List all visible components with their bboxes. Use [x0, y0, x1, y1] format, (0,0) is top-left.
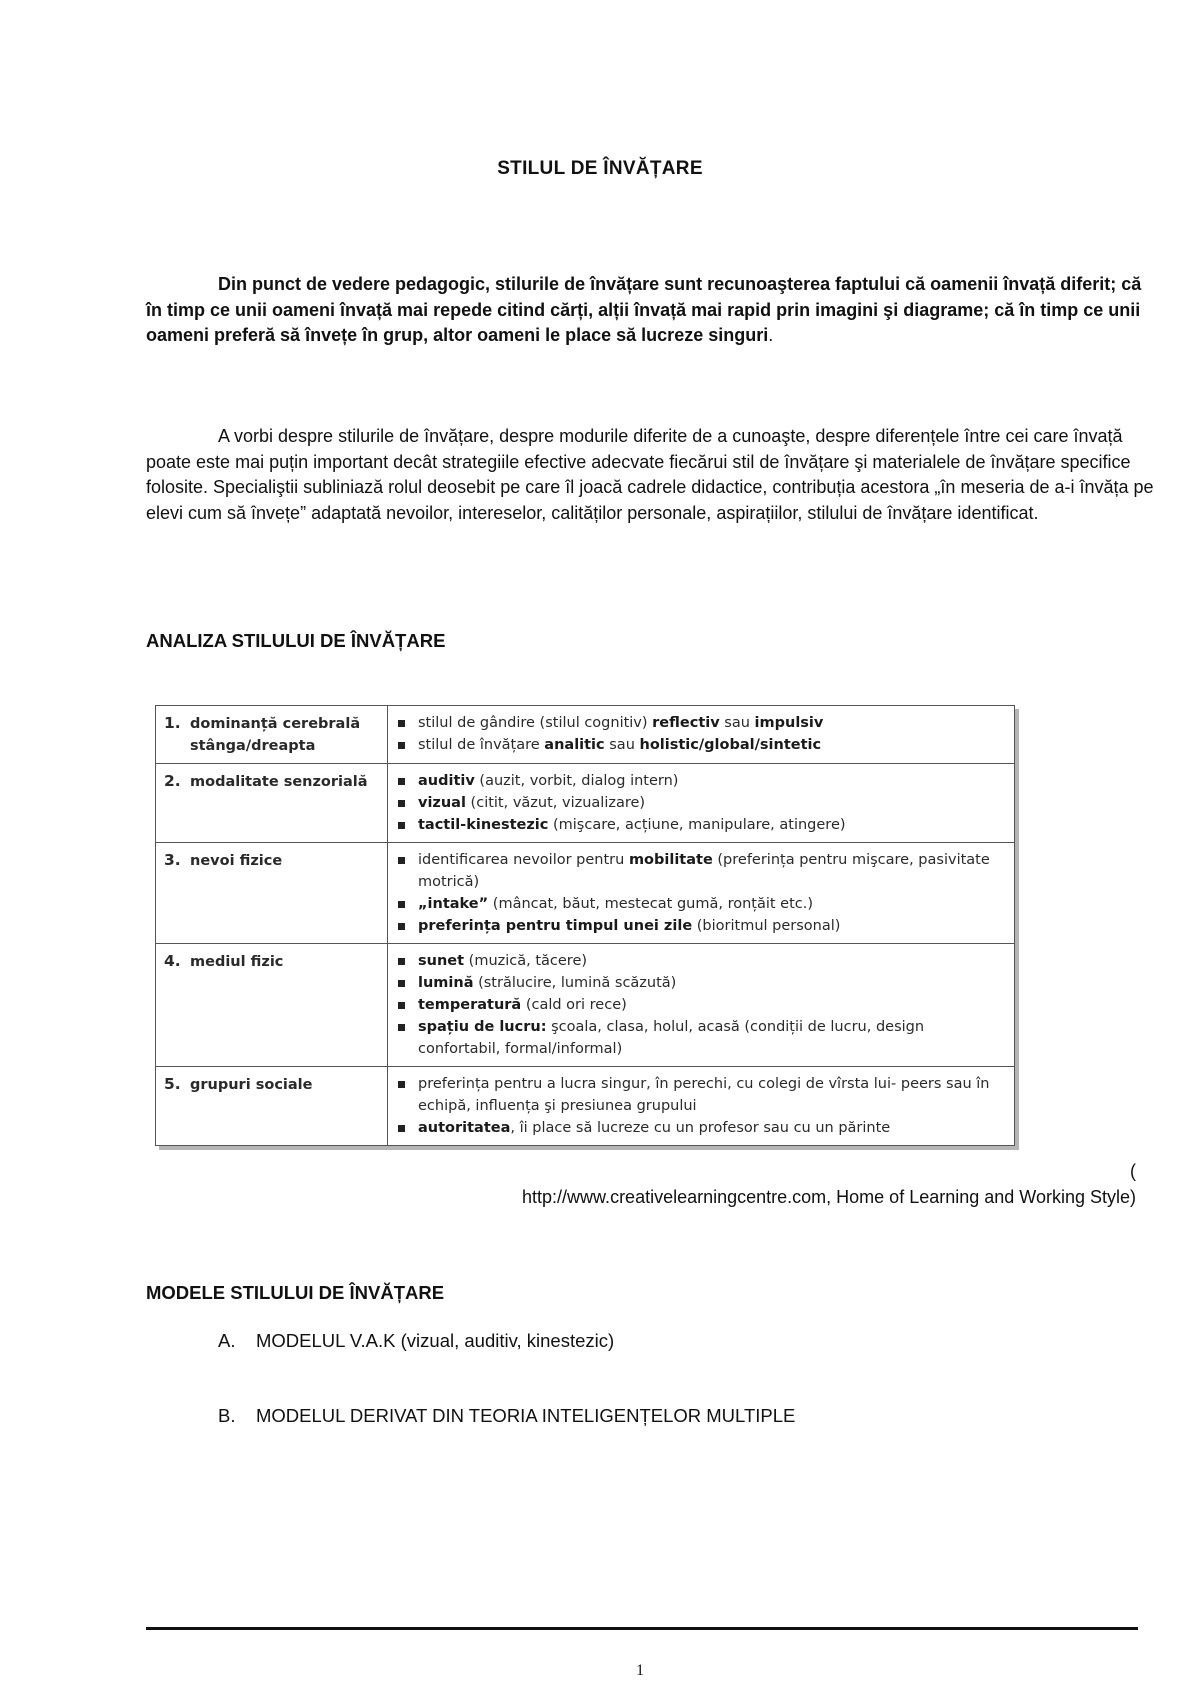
- intro-trailing: .: [768, 325, 774, 345]
- table-category-cell: [156, 1067, 388, 1146]
- bullet-bold-text: „intake”: [418, 896, 489, 912]
- bullet-text: (muzică, tăcere): [464, 953, 588, 969]
- bullet-bold-text: impulsiv: [754, 715, 824, 731]
- model-text: MODELUL DERIVAT DIN TEORIA INTELIGENȚELOR MULTIPLE: [256, 1405, 796, 1426]
- bullet-text: identificarea nevoilor pentru: [418, 852, 629, 868]
- category-label-line2: stânga/dreapta: [190, 738, 316, 754]
- model-item-b: [218, 1405, 795, 1427]
- body-text: A vorbi despre stilurile de învățare, despre modurile diferite de a cunoaşte, despre diferențele între cei care învață poate este mai puțin important decât strategiile efective adecvate fiecărui stil de învățare şi materialele de învățare specifice folosite. Specialiştii subliniază rolul deosebit pe care îl joacă cadrele didactice, contribuția acestora „în meseria de a-i învăța pe elevi cum să învețe” adaptată nevoilor, intereselor, calităților personale, aspirațiilor, stilului de învățare identificat.: [146, 426, 1154, 523]
- bullet-text: stilul de învățare: [418, 737, 545, 753]
- page-number: 1: [636, 1662, 644, 1679]
- table-row: [156, 706, 1015, 764]
- category-number: 5.: [164, 1075, 181, 1093]
- footer-divider: [146, 1627, 1138, 1630]
- bullet-bold-text: vizual: [418, 795, 466, 811]
- bullet-text: (bioritmul personal): [692, 918, 841, 934]
- bullet-text: , îi place să lucreze cu un profesor sau cu un părinte: [510, 1120, 891, 1136]
- category-label: nevoi fizice: [190, 853, 283, 869]
- bullet-text: (strălucire, lumină scăzută): [473, 975, 677, 991]
- category-number: 2.: [164, 772, 181, 790]
- bullet-bold-text: tactil-kinestezic: [418, 817, 549, 833]
- table-row: [156, 764, 1015, 843]
- bullet-bold-text: sunet: [418, 953, 465, 969]
- bullet-item: [396, 950, 1006, 972]
- section-heading-analiza: ANALIZA STILULUI DE ÎNVĂȚARE: [146, 630, 446, 651]
- bullet-text: (mişcare, acțiune, manipulare, atingere): [548, 817, 846, 833]
- bullet-item: [396, 712, 1006, 734]
- table-category-cell: [156, 706, 388, 764]
- learning-style-table: [155, 705, 1015, 1146]
- table-items-cell: [388, 706, 1015, 764]
- bullet-item: [396, 893, 1006, 915]
- category-label: mediul fizic: [190, 954, 284, 970]
- intro-text: Din punct de vedere pedagogic, stilurile de învățare sunt recunoaşterea faptului că oamenii învață diferit; că în timp ce unii oameni învață mai repede citind cărți, alții învață mai rapid prin imagini şi diagrame; că în timp ce unii oameni preferă să învețe în grup, altor oameni le place să lucreze singuri: [146, 274, 1142, 345]
- category-label: modalitate senzorială: [190, 774, 368, 790]
- bullet-text: stilul de gândire (stilul cognitiv): [418, 715, 653, 731]
- bullet-text: (citit, văzut, vizualizare): [465, 795, 646, 811]
- table-items-cell: [388, 843, 1015, 944]
- learning-style-table-figure: [155, 705, 1015, 1146]
- bullet-item: [396, 972, 1006, 994]
- bullet-item: [396, 770, 1006, 792]
- bullet-bold-text: autoritatea: [418, 1120, 511, 1136]
- bullet-text: sau: [604, 737, 640, 753]
- bullet-item: [396, 1117, 1006, 1139]
- source-citation: [146, 1158, 1136, 1210]
- category-label: dominanță cerebrală: [190, 716, 361, 732]
- model-text: MODELUL V.A.K (vizual, auditiv, kinestezic): [256, 1330, 615, 1351]
- bullet-text: (cald ori rece): [521, 997, 627, 1013]
- bullet-text: şcoala, clasa, holul, acasă (condiții de lucru, design confortabil, formal/informal): [418, 1019, 925, 1057]
- source-link-text: http://www.creativelearningcentre.com, Home of Learning and Working Style): [522, 1187, 1136, 1207]
- bullet-text: sau: [719, 715, 755, 731]
- model-letter: A.: [218, 1330, 236, 1351]
- category-label: grupuri sociale: [190, 1077, 313, 1093]
- bullet-bold-text: auditiv: [418, 773, 475, 789]
- table-items-cell: [388, 764, 1015, 843]
- category-number: 4.: [164, 952, 181, 970]
- bullet-item: [396, 1016, 1006, 1060]
- bullet-item: [396, 792, 1006, 814]
- bullet-bold-text: holistic/global/sintetic: [639, 737, 822, 753]
- intro-paragraph: [146, 272, 1146, 349]
- bullet-text: (auzit, vorbit, dialog intern): [474, 773, 679, 789]
- bullet-bold-text: temperatură: [418, 997, 522, 1013]
- bullet-item: [396, 1073, 1006, 1117]
- bullet-bold-text: analitic: [544, 737, 605, 753]
- table-items-cell: [388, 944, 1015, 1067]
- bullet-item: [396, 734, 1006, 756]
- table-row: [156, 1067, 1015, 1146]
- table-row: [156, 944, 1015, 1067]
- bullet-bold-text: mobilitate: [628, 852, 713, 868]
- bullet-item: [396, 915, 1006, 937]
- table-items-cell: [388, 1067, 1015, 1146]
- bullet-bold-text: reflectiv: [652, 715, 720, 731]
- model-letter: B.: [218, 1405, 236, 1426]
- table-category-cell: [156, 944, 388, 1067]
- bullet-bold-text: preferința pentru timpul unei zile: [418, 918, 693, 934]
- table-category-cell: [156, 843, 388, 944]
- body-paragraph: [146, 424, 1156, 526]
- section-heading-modele: MODELE STILULUI DE ÎNVĂȚARE: [146, 1282, 445, 1303]
- bullet-item: [396, 814, 1006, 836]
- category-number: 3.: [164, 851, 181, 869]
- bullet-item: [396, 994, 1006, 1016]
- bullet-text: (mâncat, băut, mestecat gumă, ronțăit etc.): [488, 896, 814, 912]
- bullet-item: [396, 849, 1006, 893]
- table-row: [156, 843, 1015, 944]
- bullet-bold-text: spațiu de lucru:: [418, 1019, 547, 1035]
- bullet-bold-text: lumină: [418, 975, 474, 991]
- category-number: 1.: [164, 714, 181, 732]
- source-open-paren: (: [1130, 1161, 1136, 1181]
- bullet-text: (preferința pentru mişcare, pasivitate motrică): [418, 852, 990, 890]
- model-item-a: [218, 1330, 614, 1352]
- page-title: STILUL DE ÎNVĂȚARE: [497, 158, 703, 179]
- table-category-cell: [156, 764, 388, 843]
- bullet-text: preferința pentru a lucra singur, în perechi, cu colegi de vîrsta lui- peers sau în echipă, influența şi presiunea grupului: [418, 1076, 990, 1114]
